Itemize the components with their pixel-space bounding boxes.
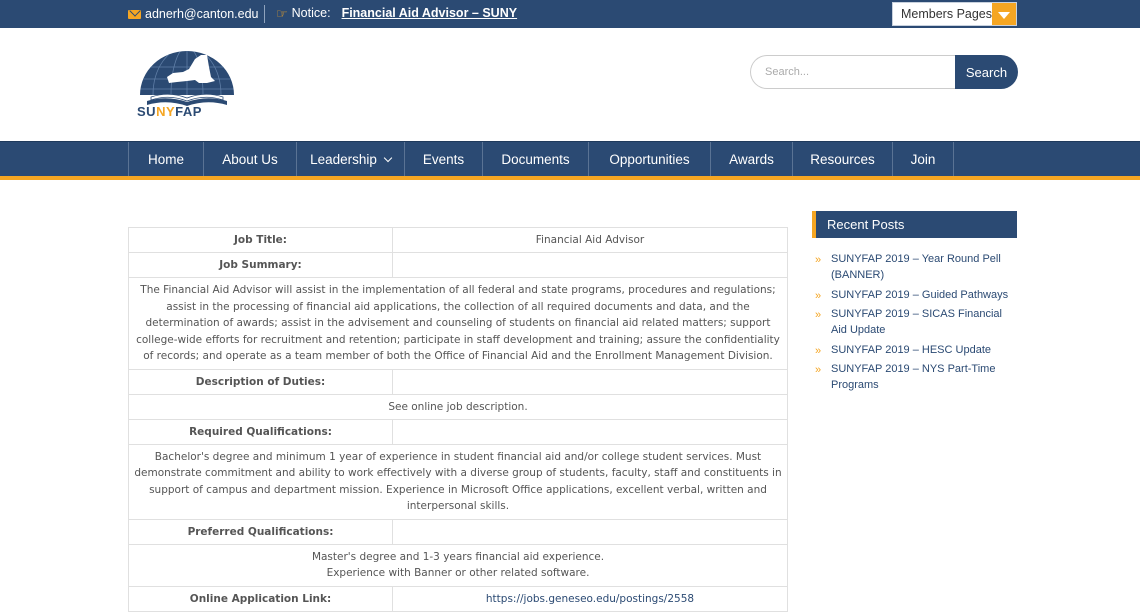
post-link[interactable]: SUNYFAP 2019 – NYS Part-Time Programs [831, 363, 996, 391]
search-button[interactable]: Search [955, 55, 1018, 89]
list-item[interactable] [815, 361, 1020, 393]
job-summary-label: Job Summary: [129, 253, 393, 278]
logo-text: SUNYFAP [137, 104, 202, 119]
preferred-line: Experience with Banner or other related software. [326, 567, 590, 579]
job-details-table [128, 227, 788, 612]
table-row [129, 278, 788, 370]
application-link-label: Online Application Link: [129, 586, 393, 611]
recent-posts-list [815, 251, 1020, 397]
search-form [750, 55, 1018, 89]
main-nav [0, 141, 1140, 176]
required-qualifications-text: Bachelor's degree and minimum 1 year of experience in student financial aid and/or college student services. Must demonstrate commitment and ability to work effectively with a diverse group of students, faculty, staff and constituents in support of campus and department mission. Experience in Microsoft Office applications, excellent verbal, written and interpersonal skills. [129, 444, 788, 519]
empty-cell [393, 369, 788, 394]
required-qualifications-label: Required Qualifications: [129, 419, 393, 444]
list-item[interactable] [815, 342, 1020, 358]
recent-posts-heading: Recent Posts [812, 211, 1017, 238]
members-pages-label[interactable]: Members Pages [893, 3, 992, 25]
chevron-down-icon[interactable] [992, 3, 1016, 25]
nav-item-events[interactable]: Events [405, 142, 483, 177]
post-link[interactable]: SUNYFAP 2019 – SICAS Financial Aid Update [831, 308, 1002, 336]
nav-item-label: Leadership [310, 152, 377, 167]
empty-cell [393, 253, 788, 278]
job-title-label: Job Title: [129, 228, 393, 253]
envelope-icon [128, 10, 141, 19]
double-chevron-right-icon: » [815, 289, 822, 302]
top-bar [0, 0, 1140, 28]
post-link[interactable]: SUNYFAP 2019 – Guided Pathways [831, 288, 1009, 301]
nav-item-leadership[interactable] [297, 142, 405, 177]
preferred-qualifications-label: Preferred Qualifications: [129, 519, 393, 544]
notice-label: Notice: [291, 6, 331, 20]
list-item[interactable] [815, 287, 1020, 303]
list-item[interactable] [815, 251, 1020, 283]
double-chevron-right-icon: » [815, 344, 822, 357]
post-link[interactable]: SUNYFAP 2019 – HESC Update [831, 343, 991, 356]
double-chevron-right-icon: » [815, 254, 822, 266]
job-summary-text: The Financial Aid Advisor will assist in the implementation of all federal and state programs, procedures and regulations; assist in the processing of financial aid applications, the collection of all required documents and data, and the determination of awards; assist in the advisement and counseling of students on financial aid related matters; support college-wide efforts for recruitment and retention; participate in staff development and training; assure the confidentiality of records; and operate as a team member of both the Office of Financial Aid and the Enrollment Management Division. [129, 278, 788, 370]
email-text[interactable]: adnerh@canton.edu [145, 7, 259, 21]
table-row [129, 369, 788, 394]
search-input[interactable] [750, 55, 955, 89]
nav-item-opportunities[interactable]: Opportunities [589, 142, 711, 177]
nav-item-documents[interactable]: Documents [483, 142, 589, 177]
duties-label: Description of Duties: [129, 369, 393, 394]
table-row [129, 544, 788, 586]
list-item[interactable] [815, 306, 1020, 338]
notice [276, 6, 517, 20]
contact-email[interactable] [128, 7, 258, 21]
members-pages-dropdown[interactable] [892, 2, 1017, 26]
post-link[interactable]: SUNYFAP 2019 – Year Round Pell (BANNER) [831, 253, 1001, 281]
double-chevron-right-icon: » [815, 364, 822, 376]
table-row [129, 228, 788, 253]
duties-text: See online job description. [129, 394, 788, 419]
application-link[interactable]: https://jobs.geneseo.edu/postings/2558 [485, 592, 695, 605]
table-row [129, 519, 788, 544]
nav-accent-line [0, 176, 1140, 180]
chevron-down-icon [384, 154, 392, 162]
nav-item-resources[interactable]: Resources [793, 142, 893, 177]
preferred-qualifications-text [129, 544, 788, 586]
nav-item-join[interactable]: Join [893, 142, 954, 177]
table-row [129, 419, 788, 444]
nav-item-awards[interactable]: Awards [711, 142, 793, 177]
table-row [129, 253, 788, 278]
nav-item-home[interactable]: Home [129, 142, 204, 177]
table-row [129, 444, 788, 519]
empty-cell [393, 419, 788, 444]
table-row [129, 394, 788, 419]
nav-item-about-us[interactable]: About Us [204, 142, 297, 177]
application-link-cell [393, 586, 788, 611]
preferred-line: Master's degree and 1-3 years financial aid experience. [311, 550, 605, 563]
pointing-hand-icon: ☞ [276, 5, 288, 21]
empty-cell [393, 519, 788, 544]
double-chevron-right-icon: » [815, 309, 822, 321]
job-title-value: Financial Aid Advisor [393, 228, 788, 253]
topbar-divider [264, 5, 265, 23]
notice-link[interactable]: Financial Aid Advisor – SUNY [341, 6, 518, 20]
table-row [129, 586, 788, 611]
